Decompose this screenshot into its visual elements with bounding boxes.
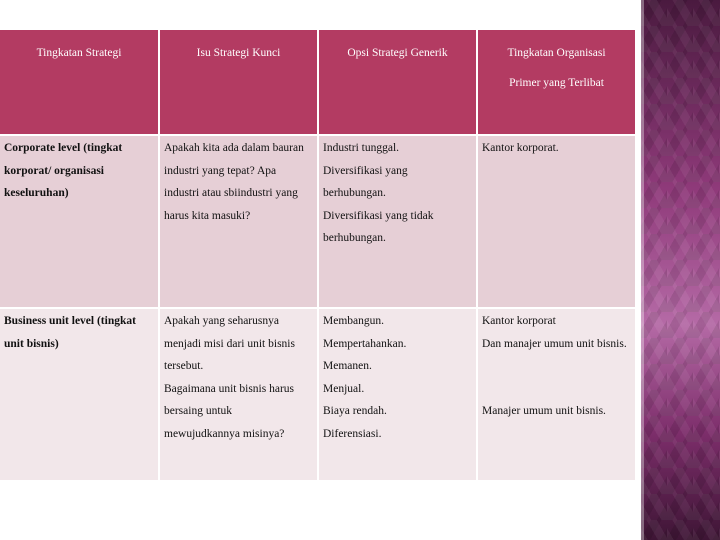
cell-text: unit bisnis) (4, 337, 59, 350)
decorative-side-strip (641, 0, 720, 540)
cell-issues (159, 308, 318, 481)
header-text: Opsi Strategi Generik (347, 47, 448, 59)
header-isu-strategi (159, 30, 318, 135)
cell-level (0, 135, 159, 308)
cell-text: tersebut. (164, 360, 204, 372)
cell-text: Mempertahankan. (323, 337, 407, 350)
cell-text: Kantor korporat (482, 315, 556, 327)
cell-issues (159, 135, 318, 308)
header-opsi-strategi (318, 30, 477, 135)
header-tingkatan-organisasi (477, 30, 636, 135)
cell-text: korporat/ organisasi (4, 164, 104, 177)
strategy-table (0, 30, 637, 482)
cell-org (477, 135, 636, 308)
cell-level (0, 308, 159, 481)
cell-text: Diferensiasi. (323, 427, 382, 440)
cell-text: mewujudkannya misinya? (164, 427, 285, 440)
cell-text: Apakah yang seharusnya (164, 315, 279, 327)
cell-text: industri yang tepat? Apa (164, 164, 277, 177)
cell-text: harus kita masuki? (164, 209, 251, 222)
cell-text: menjadi misi dari unit bisnis (164, 337, 295, 350)
side-strip-edge (641, 0, 644, 540)
cell-text: Business unit level (tingkat (4, 315, 136, 327)
cell-text: Dan manajer umum unit bisnis. (482, 337, 627, 350)
header-text: Isu Strategi Kunci (196, 47, 281, 59)
header-text: Tingkatan Strategi (36, 47, 122, 59)
header-tingkatan-strategi (0, 30, 159, 135)
cell-text: Diversifikasi yang tidak (323, 209, 434, 222)
cell-org (477, 308, 636, 481)
cell-text: Manajer umum unit bisnis. (482, 405, 606, 417)
spacer (482, 355, 632, 378)
cell-text: Bagaimana unit bisnis harus (164, 382, 294, 395)
cell-text: Membangun. (323, 315, 385, 327)
cell-text: berhubungan. (323, 187, 386, 199)
cell-text: Industri tunggal. (323, 142, 400, 154)
cell-text: industri atau sbiindustri yang (164, 187, 298, 199)
cell-text: Apakah kita ada dalam bauran (164, 142, 304, 154)
header-text: Primer yang Terlibat (509, 77, 604, 89)
cell-options (318, 308, 477, 481)
table-header-row (0, 30, 636, 135)
cell-text: bersaing untuk (164, 405, 233, 417)
cell-text: Diversifikasi yang (323, 164, 408, 177)
cell-text: berhubungan. (323, 232, 386, 244)
cell-options (318, 135, 477, 308)
header-text: Tingkatan Organisasi (507, 47, 606, 59)
cell-text: Memanen. (323, 360, 372, 372)
spacer (482, 378, 632, 401)
table-row-business-unit (0, 308, 636, 481)
cell-text: Menjual. (323, 382, 365, 395)
cell-text: Corporate level (tingkat (4, 142, 123, 154)
cell-text: keseluruhan) (4, 187, 69, 199)
cell-text: Biaya rendah. (323, 405, 387, 417)
cell-text: Kantor korporat. (482, 142, 559, 154)
table-row-corporate (0, 135, 636, 308)
